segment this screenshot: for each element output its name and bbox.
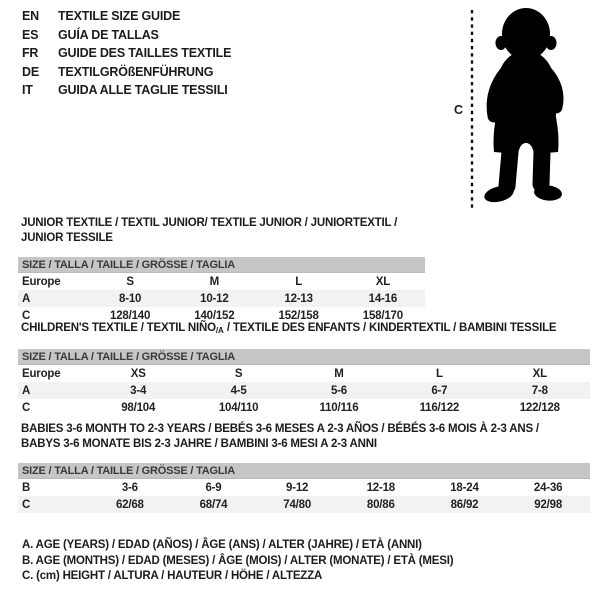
language-label: TEXTILGRÖßENFÜHRUNG [58, 64, 214, 79]
language-code: IT [22, 83, 33, 97]
size-table [18, 273, 425, 324]
value-cell: 18-24 [450, 481, 479, 494]
size-table [18, 479, 590, 513]
value-cell: 140/152 [194, 309, 235, 322]
value-cell: 3-4 [130, 384, 147, 397]
row-label-cell: C [22, 309, 31, 322]
language-label: TEXTILE SIZE GUIDE [58, 9, 181, 23]
value-cell: S [126, 275, 134, 288]
value-cell: XS [130, 367, 146, 380]
junior-textile-table-section [18, 216, 425, 324]
value-cell: 128/140 [110, 309, 151, 322]
table-row [18, 365, 590, 382]
value-cell: 80/86 [366, 498, 395, 511]
size-header-bar: SIZE / TALLA / TAILLE / GRÖSSE / TAGLIA [18, 257, 425, 273]
language-code: ES [22, 27, 39, 42]
table-row [18, 290, 425, 307]
value-cell: 14-16 [368, 292, 398, 305]
value-cell: XL [532, 367, 547, 380]
table-row [18, 479, 590, 496]
footnote-c: C. (cm) HEIGHT / ALTURA / HAUTEUR / HÖHE / ALTEZZA [22, 570, 323, 582]
footnote-b: B. AGE (MONTHS) / EDAD (MESES) / ÂGE (MOIS) / ALTER (MONATE) / ETÀ (MESI) [22, 554, 454, 567]
language-label: GUIDE DES TAILLES TEXTILE [58, 46, 232, 60]
value-cell: 152/158 [278, 309, 319, 322]
value-cell: 68/74 [199, 498, 228, 511]
height-measure-label: C [454, 103, 463, 117]
table-row [18, 496, 590, 513]
value-cell: M [209, 275, 220, 288]
value-cell: 4-5 [230, 384, 247, 397]
value-cell: 3-6 [121, 481, 138, 494]
row-label-cell: C [22, 401, 31, 414]
value-cell: L [435, 367, 443, 380]
row-label-cell: Europe [22, 367, 61, 380]
value-cell: 9-12 [286, 481, 309, 494]
table-title [18, 321, 590, 338]
language-row-fr [22, 44, 231, 63]
value-cell: 98/104 [121, 401, 156, 414]
table-row [18, 382, 590, 399]
value-cell: 8-10 [119, 292, 142, 305]
value-cell: 104/110 [218, 401, 259, 414]
value-cell: 12-13 [284, 292, 313, 305]
value-cell: 7-8 [531, 384, 548, 397]
row-label-cell: A [22, 292, 31, 305]
table-title [18, 216, 425, 246]
language-row-de [22, 63, 231, 82]
footnotes [22, 538, 453, 585]
value-cell: 74/80 [283, 498, 312, 511]
table-title [18, 422, 590, 452]
value-cell: 12-18 [366, 481, 395, 494]
table-title-line: CHILDREN'S TEXTILE / TEXTIL $NIÑO_{/A}$ / TEXTILE DES ENFANTS / KINDERTEXTIL / BAMBINI TESSILE [21, 322, 557, 335]
babies-textile-table-section [18, 422, 590, 513]
row-label-cell: Europe [22, 275, 61, 288]
table-title-line: BABYS 3-6 MONATE BIS 2-3 JAHRE / BAMBINI 3-6 MESI A 2-3 ANNI [21, 438, 377, 450]
row-label-cell: B [22, 481, 31, 494]
value-cell: M [334, 367, 344, 380]
size-table [18, 365, 590, 416]
footnote-a: A. AGE (YEARS) / EDAD (AÑOS) / ÂGE (ANS) / ALTER (JAHRE) / ETÀ (ANNI) [22, 539, 422, 551]
value-cell: 10-12 [200, 292, 229, 305]
language-row-en [22, 7, 231, 26]
value-cell: 92/98 [534, 498, 563, 511]
value-cell: 86/92 [450, 498, 479, 511]
baby-silhouette [483, 8, 563, 205]
table-title-line: BABIES 3-6 MONTH TO 2-3 YEARS / BEBÉS 3-6 MESES A 2-3 AÑOS / BÉBÉS 3-6 MOIS À 2-3 ANS / [21, 423, 539, 435]
value-cell: 24-36 [533, 481, 563, 494]
table-title-line: JUNIOR TEXTILE / TEXTIL JUNIOR/ TEXTILE JUNIOR / JUNIORTEXTIL / JUNIOR TESSILE [21, 217, 398, 244]
value-cell: L [295, 275, 303, 288]
value-cell: XL [375, 275, 391, 288]
value-cell: 6-7 [431, 384, 448, 397]
table-row [18, 399, 590, 416]
language-code: EN [22, 9, 39, 23]
language-label: GUÍA DE TALLAS [58, 27, 159, 42]
value-cell: 5-6 [330, 384, 347, 397]
size-header-bar: SIZE / TALLA / TAILLE / GRÖSSE / TAGLIA [18, 463, 590, 479]
language-code: FR [22, 46, 39, 60]
value-cell: 116/122 [419, 401, 460, 414]
value-cell: 122/128 [519, 401, 560, 414]
row-label-cell: C [22, 498, 31, 511]
value-cell: 6-9 [205, 481, 222, 494]
language-row-es [22, 26, 231, 45]
table-row [18, 273, 425, 290]
row-label-cell: A [22, 384, 31, 397]
baby-silhouette-icon [448, 4, 588, 214]
value-cell: 110/116 [319, 401, 359, 414]
language-label: GUIDA ALLE TAGLIE TESSILI [58, 83, 228, 97]
height-figure [448, 4, 588, 214]
value-cell: S [234, 367, 243, 380]
value-cell: 158/170 [362, 309, 403, 322]
size-header-bar: SIZE / TALLA / TAILLE / GRÖSSE / TAGLIA [18, 349, 590, 365]
value-cell: 62/68 [115, 498, 144, 511]
language-list [22, 7, 231, 100]
language-code: DE [22, 64, 39, 79]
childrens-textile-table-section [18, 321, 590, 416]
language-row-it [22, 81, 231, 100]
